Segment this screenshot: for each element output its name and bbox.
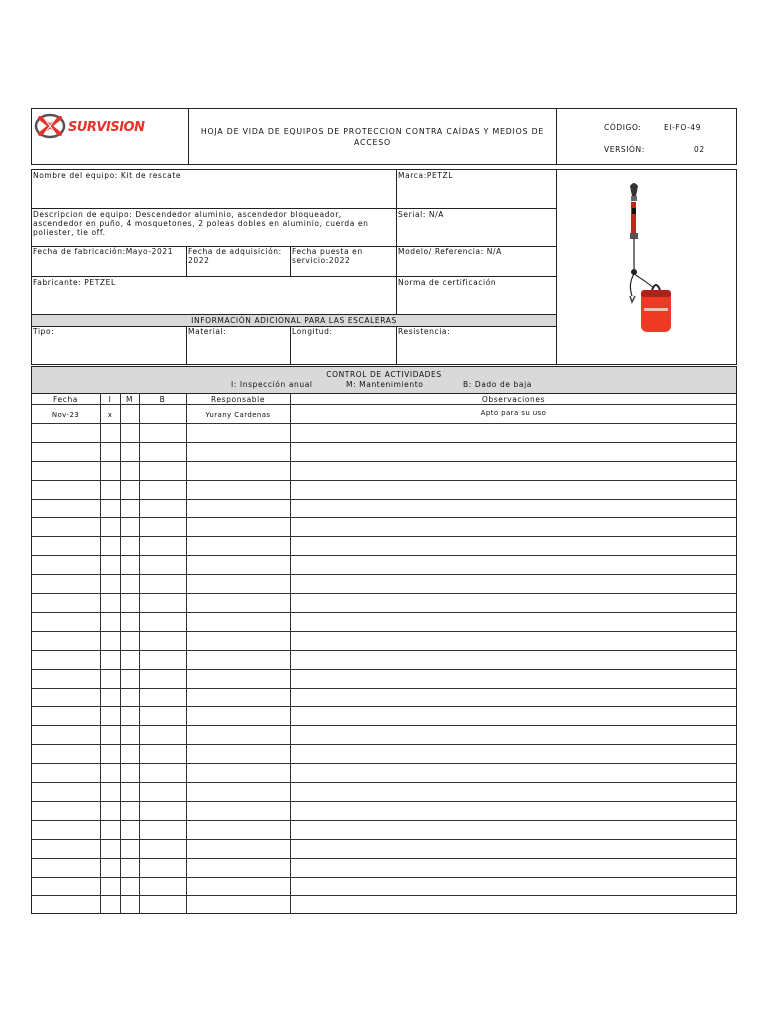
table-row <box>31 442 737 443</box>
code-value: EI-FO-49 <box>664 123 702 132</box>
table-row <box>31 669 737 670</box>
control-title: CONTROL DE ACTIVIDADES <box>326 370 442 379</box>
row-responsible: Yurany Cardenas <box>205 411 271 419</box>
material-field: Material: <box>188 327 227 336</box>
column-divider <box>290 394 291 914</box>
divider <box>186 246 187 276</box>
table-row <box>31 858 737 859</box>
table-row <box>31 839 737 840</box>
logo-wordmark: SURVISION <box>68 120 145 135</box>
table-row <box>31 593 737 594</box>
rescue-kit-image <box>600 178 710 338</box>
divider <box>31 276 557 277</box>
row-i-mark: x <box>107 411 113 419</box>
column-header-date: Fecha <box>53 395 78 404</box>
model-reference: Modelo/ Referencia: N/A <box>398 247 502 256</box>
table-row <box>31 820 737 821</box>
divider <box>396 326 397 365</box>
version-value: 02 <box>694 145 705 154</box>
row-observations: Apto para su uso <box>480 409 547 417</box>
page-title: HOJA DE VIDA DE EQUIPOS DE PROTECCION CONTRA CAÍDAS Y MEDIOS DE ACCESO <box>200 127 545 147</box>
table-row <box>31 650 737 651</box>
equipment-description: Descripcion de equipo: Descendedor aluminio, ascendedor bloqueador, ascendedor en puño, 4 mosquetones, 2 poleas dobles en aluminio, cuerda en poliester, tie off. <box>33 210 369 237</box>
column-divider <box>186 394 187 914</box>
table-row <box>31 895 737 896</box>
company-logo <box>34 111 184 141</box>
column-divider <box>139 394 140 914</box>
divider <box>31 208 557 209</box>
divider <box>290 326 291 365</box>
column-header-responsible: Responsable <box>210 395 266 404</box>
table-row <box>31 782 737 783</box>
table-row <box>31 555 737 556</box>
column-header-m: M <box>125 395 134 404</box>
table-row <box>31 536 737 537</box>
divider <box>186 326 187 365</box>
product-photo <box>600 178 710 338</box>
divider <box>556 108 557 165</box>
code-label: CÓDIGO: <box>604 123 642 132</box>
table-row <box>31 612 737 613</box>
table-row <box>31 725 737 726</box>
table-row <box>31 461 737 462</box>
table-row <box>31 801 737 802</box>
service-date: Fecha puesta en servicio:2022 <box>292 247 363 265</box>
table-row <box>31 480 737 481</box>
table-row <box>31 499 737 500</box>
version-label: VERSIÓN: <box>604 145 645 154</box>
acquisition-date: Fecha de adquisición: 2022 <box>188 247 282 265</box>
table-row <box>31 688 737 689</box>
column-header-observations: Observaciones <box>481 395 546 404</box>
activity-control-table <box>31 366 737 914</box>
brand: Marca:PETZL <box>398 171 453 180</box>
divider <box>396 169 397 314</box>
table-header-rule <box>31 404 737 405</box>
divider <box>556 169 557 365</box>
resistance-field: Resistencia: <box>398 327 451 336</box>
table-row <box>31 517 737 518</box>
row-date: Nov-23 <box>51 411 80 419</box>
table-row <box>31 763 737 764</box>
manufacture-date: Fecha de fabricación:Mayo-2021 <box>33 247 174 256</box>
length-field: Longitud: <box>292 327 333 336</box>
legend-inspection: I: Inspección anual <box>231 380 313 389</box>
column-divider <box>100 394 101 914</box>
table-row <box>31 631 737 632</box>
legend-decommission: B: Dado de baja <box>463 380 532 389</box>
manufacturer: Fabricante: PETZEL <box>33 278 116 287</box>
column-divider <box>120 394 121 914</box>
table-row <box>31 423 737 424</box>
table-row <box>31 877 737 878</box>
divider <box>290 246 291 276</box>
additional-info-title: INFORMACIÓN ADICIONAL PARA LAS ESCALERAS <box>191 316 397 325</box>
certification-standard: Norma de certificación <box>398 278 497 287</box>
table-row <box>31 706 737 707</box>
legend-maintenance: M: Mantenimiento <box>346 380 424 389</box>
column-header-b: B <box>159 395 166 404</box>
column-header-i: I <box>108 395 112 404</box>
table-row <box>31 744 737 745</box>
table-row <box>31 574 737 575</box>
type-field: Tipo: <box>33 327 55 336</box>
equipment-name: Nombre del equipo: Kit de rescate <box>33 171 182 180</box>
serial: Serial: N/A <box>398 210 445 219</box>
divider <box>188 108 189 165</box>
